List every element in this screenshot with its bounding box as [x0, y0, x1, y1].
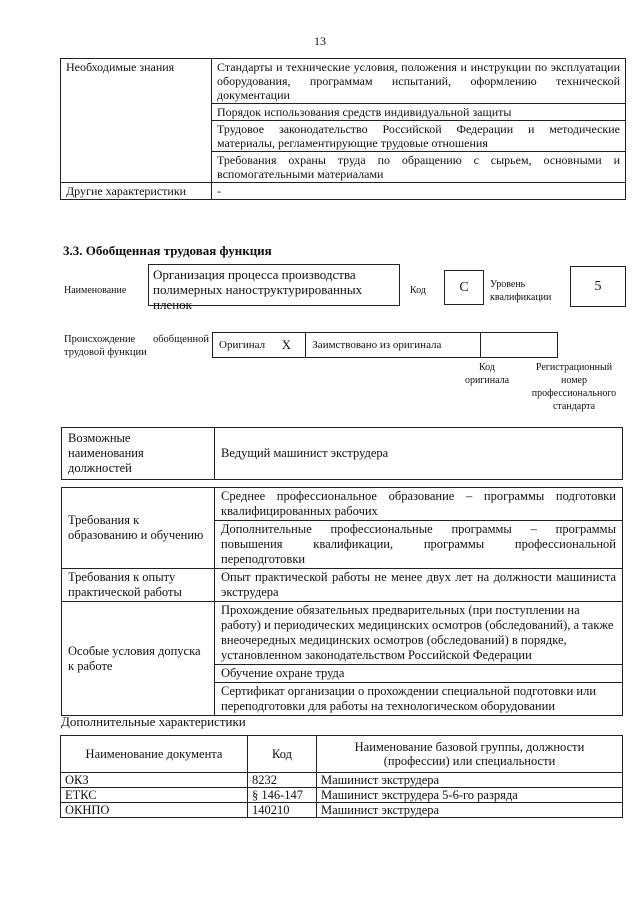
- gtf-code-label: Код: [410, 285, 426, 296]
- knowledge-table: [60, 58, 626, 200]
- code-cell: 8232: [248, 773, 317, 788]
- origin-original-label: Оригинал: [213, 333, 276, 358]
- origin-code-cell: [481, 333, 558, 358]
- positions-label: Возможные наименования должностей: [62, 428, 215, 480]
- special-condition-item: Сертификат организации о прохождении специальной подготовки или переподготовки для работы на технологическом оборудовании: [215, 683, 623, 716]
- knowledge-item: Трудовое законодательство Российской Федерации и методические материалы, регламентирующие трудовые отношения: [212, 121, 626, 152]
- experience-value: Опыт практической работы не менее двух лет на должности машиниста экструдера: [215, 569, 623, 602]
- header-code: Код: [248, 736, 317, 773]
- gtf-name-label: Наименование: [64, 285, 127, 296]
- gtf-level-value: 5: [570, 266, 626, 307]
- special-condition-item: Прохождение обязательных предварительных (при поступлении на работу) и периодических медицинских осмотров (обследований), а также внеочередных медицинских осмотров (обследований) в порядке, установленном законодательством Российской Федерации: [215, 602, 623, 665]
- doc-name-cell: ЕТКС: [61, 788, 248, 803]
- experience-label: Требования к опыту практической работы: [62, 569, 215, 602]
- doc-name-cell: ОКЗ: [61, 773, 248, 788]
- origin-label: Происхождение обобщенной трудовой функции: [64, 334, 209, 358]
- education-item: Дополнительные профессиональные программы – программы повышения квалификации, программы профессиональной переподготовки: [215, 521, 623, 569]
- table-row: [61, 773, 623, 788]
- origin-original-mark: X: [276, 333, 306, 358]
- knowledge-item: Стандарты и технические условия, положения и инструкции по эксплуатации оборудования, программам испытаний, оформлению технической документации: [212, 59, 626, 104]
- gtf-name-value: Организация процесса производства полимерных наноструктурированных пленок: [148, 264, 400, 306]
- additional-table: [60, 735, 623, 818]
- origin-code-caption: Код оригинала: [464, 362, 510, 386]
- education-item: Среднее профессиональное образование – программы подготовки квалифицированных рабочих: [215, 488, 623, 521]
- origin-borrowed-label: Заимствовано из оригинала: [306, 333, 481, 358]
- doc-name-cell: ОКНПО: [61, 803, 248, 818]
- positions-value: Ведущий машинист экструдера: [215, 428, 623, 480]
- other-characteristics-label: Другие характеристики: [61, 183, 212, 200]
- gtf-code-value: C: [444, 270, 484, 305]
- group-name-cell: Машинист экструдера: [317, 773, 623, 788]
- positions-table: [61, 427, 623, 480]
- knowledge-item: Требования охраны труда по обращению с сырьем, основными и вспомогательными материалами: [212, 152, 626, 183]
- group-name-cell: Машинист экструдера: [317, 803, 623, 818]
- table-row: [61, 803, 623, 818]
- gtf-level-label: Уровень квалификации: [490, 279, 552, 303]
- page-number: 13: [314, 34, 326, 48]
- knowledge-item: Порядок использования средств индивидуальной защиты: [212, 104, 626, 121]
- other-characteristics-value: -: [212, 183, 626, 200]
- requirements-table: [61, 487, 623, 716]
- origin-reg-caption: Регистрационный номер профессионального стандарта: [531, 362, 617, 412]
- header-doc-name: Наименование документа: [61, 736, 248, 773]
- section-title: 3.3. Обобщенная трудовая функция: [63, 243, 272, 258]
- code-cell: 140210: [248, 803, 317, 818]
- header-group-name: Наименование базовой группы, должности (профессии) или специальности: [317, 736, 623, 773]
- special-condition-item: Обучение охране труда: [215, 665, 623, 683]
- additional-title: Дополнительные характеристики: [61, 714, 246, 729]
- education-label: Требования к образованию и обучению: [62, 488, 215, 569]
- table-row: [61, 788, 623, 803]
- origin-reg-cell: [558, 333, 640, 358]
- group-name-cell: Машинист экструдера 5-6-го разряда: [317, 788, 623, 803]
- code-cell: § 146-147: [248, 788, 317, 803]
- knowledge-label: Необходимые знания: [61, 59, 212, 183]
- special-conditions-label: Особые условия допуска к работе: [62, 602, 215, 716]
- origin-table: [212, 332, 640, 358]
